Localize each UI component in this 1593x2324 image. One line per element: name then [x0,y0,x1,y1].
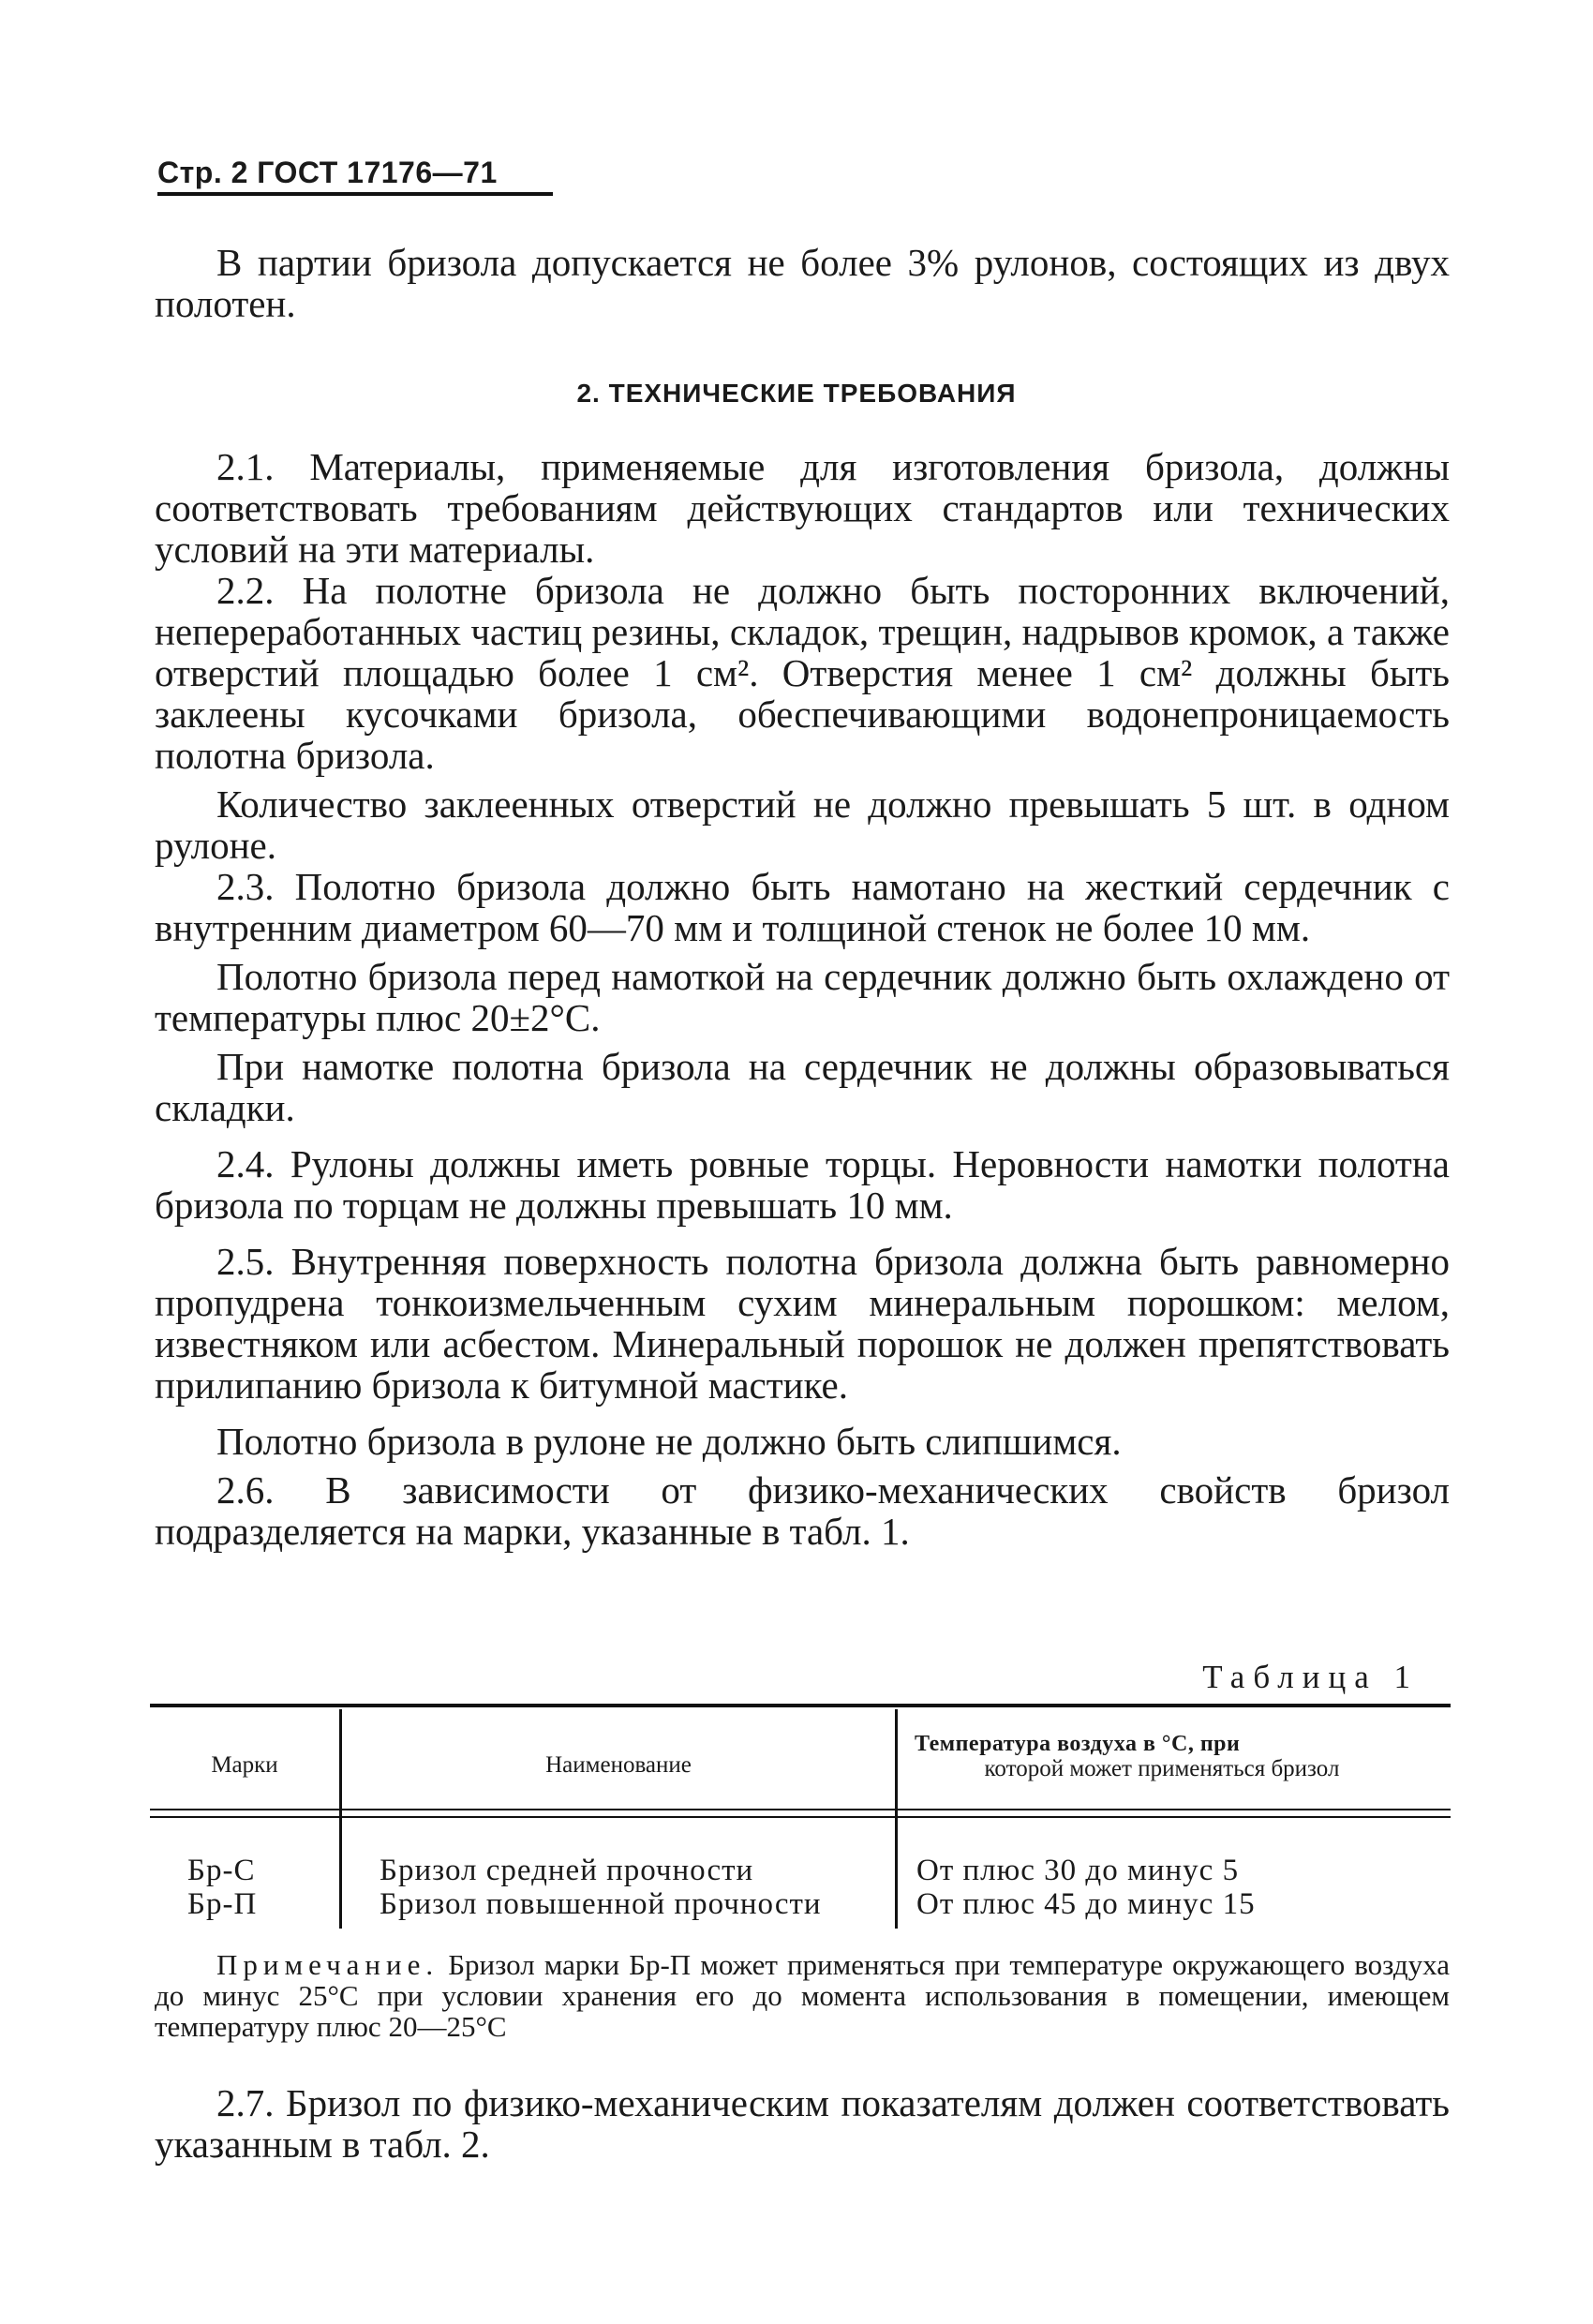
closing-paragraph [155,2082,1450,2165]
header-temp-line-1: Температура воздуха в °С, при [915,1732,1241,1756]
header-name: Наименование [545,1752,692,1778]
paragraph-cooling: Полотно бризола перед намоткой на сердечник должно быть охлаждено от температуры плюс 20±2°С. [155,955,1450,1039]
header-rule [157,192,553,196]
table-divider-body-2 [895,1820,898,1929]
row-2-name: Бризол повышенной прочности [380,1887,822,1921]
paragraph-2-4: 2.4. Рулоны должны иметь ровные торцы. Неровности намотки полотна бризола по торцам не должны превышать 10 мм. [155,1142,1450,1227]
paragraph-2-7: 2.7. Бризол по физико-механическим показателям должен соответствовать указанным в табл. 2. [155,2081,1450,2166]
row-1-grade: Бр-С [187,1854,256,1887]
note-text: Бризол марки Бр-П может применяться при температуре окружающего воздуха до минус 25°С при условии хранения его до момента использования в помещении, имеющем температуру плюс 20—25°С [155,1948,1450,2043]
row-1-name: Бризол средней прочности [380,1854,754,1887]
section-body [155,446,1450,1552]
row-2-temp: От плюс 45 до минус 15 [916,1887,1256,1921]
note-label: Примечание. [216,1948,439,1981]
paragraph-2-2: 2.2. На полотне бризола не должно быть посторонних включений, непереработанных частиц резины, складок, трещин, надрывов кромок, а также отверстий площадью более 1 см². Отверстия менее 1 см² должны быть заклеены кусочками бризола, обеспечивающими водонепроницаемость полотна бризола. [155,569,1450,777]
paragraph-2-3: 2.3. Полотно бризола должно быть намотано на жесткий сердечник с внутренним диаметром 60—70 мм и толщиной стенок не более 10 мм. [155,865,1450,949]
table-divider-body-1 [339,1820,342,1929]
paragraph-2-1: 2.1. Материалы, применяемые для изготовления бризола, должны соответствовать требованиям действующих стандартов или технических условий на эти материалы. [155,445,1450,571]
row-1-temp: От плюс 30 до минус 5 [916,1854,1240,1887]
table-caption: Таблица 1 [1202,1659,1419,1695]
page-header: Стр. 2 ГОСТ 17176—71 [157,156,498,189]
paragraph-holes: Количество заклеенных отверстий не должно превышать 5 шт. в одном рулоне. [155,782,1450,867]
paragraph-2-5: 2.5. Внутренняя поверхность полотна бризола должна быть равномерно пропудрена тонкоизмельченным сухим минеральным порошком: мелом, известняком или асбестом. Минеральный порошок не должен препятствовать прилипанию бризола к битумной мастике. [155,1240,1450,1407]
intro-paragraph [155,242,1450,324]
header-grade: Марки [211,1752,278,1778]
paragraph-folds: При намотке полотна бризола на сердечник не должны образовываться складки. [155,1045,1450,1129]
table-header-rule [150,1809,1451,1818]
header-temp-line-2: которой может применяться бризол [984,1756,1340,1781]
paragraph-sticking: Полотно бризола в рулоне не должно быть слипшимся. [216,1420,1122,1463]
paragraph-2-6: 2.6. В зависимости от физико-механических свойств бризол подразделяется на марки, указанные в табл. 1. [155,1468,1450,1553]
section-title: 2. ТЕХНИЧЕСКИЕ ТРЕБОВАНИЯ [576,379,1017,408]
table-top-rule [150,1704,1451,1707]
table-note [155,1949,1450,2042]
row-2-grade: Бр-П [187,1887,258,1921]
intro-text: В партии бризола допускается не более 3% рулонов, состоящих из двух полотен. [155,241,1450,325]
